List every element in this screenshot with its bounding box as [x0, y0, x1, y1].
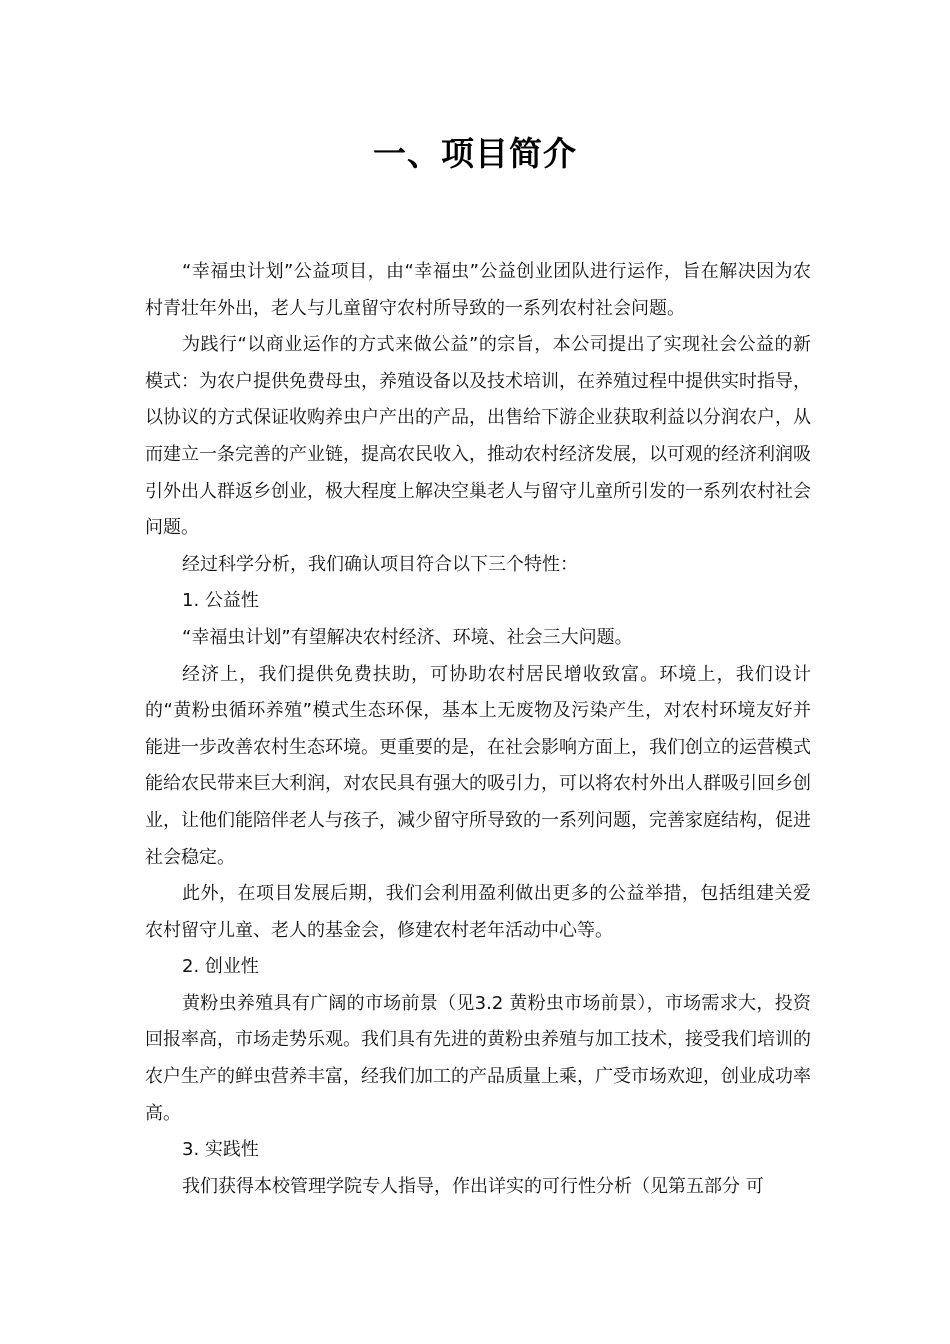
paragraph-features-intro: 经过科学分析，我们确认项目符合以下三个特性： — [182, 553, 578, 575]
document-body — [145, 254, 811, 1205]
feature-heading-public-welfare: 1. 公益性 — [182, 590, 259, 612]
feature-heading-practicality: 3. 实践性 — [182, 1139, 259, 1161]
page-title: 一、项目简介 — [373, 134, 577, 173]
paragraph-entrepreneurship-detail: 黄粉虫养殖具有广阔的市场前景（见3.2 黄粉虫市场前景），市场需求大，投资回报率高，市场走势乐观。我们具有先进的黄粉虫养殖与加工技术，接受我们培训的农户生产的鲜虫营养丰富，经我们加工的产品质量上乘，广受市场欢迎，创业成功率高。 — [145, 992, 811, 1124]
paragraph-public-welfare-future: 此外，在项目发展后期，我们会利用盈利做出更多的公益举措，包括组建关爱农村留守儿童、老人的基金会，修建农村老年活动中心等。 — [145, 883, 811, 941]
paragraph-public-welfare-detail: 经济上，我们提供免费扶助，可协助农村居民增收致富。环境上，我们设计的“黄粉虫循环养殖”模式生态环保，基本上无废物及污染产生，对农村环境友好并能进一步改善农村生态环境。更重要的是，在社会影响方面上，我们创立的运营模式能给农民带来巨大利润，对农民具有强大的吸引力，可以将农村外出人群吸引回乡创业，让他们能陪伴老人与孩子，减少留守所导致的一系列问题，完善家庭结构，促进社会稳定。 — [145, 663, 811, 868]
paragraph-practicality-detail: 我们获得本校管理学院专人指导，作出详实的可行性分析（见第五部分 可 — [182, 1175, 764, 1197]
paragraph-public-welfare-summary: “幸福虫计划”有望解决农村经济、环境、社会三大问题。 — [182, 626, 633, 648]
paragraph-intro: “幸福虫计划”公益项目，由“幸福虫”公益创业团队进行运作，旨在解决因为农村青壮年外出，老人与儿童留守农村所导致的一系列农村社会问题。 — [145, 261, 811, 319]
feature-heading-entrepreneurship: 2. 创业性 — [182, 956, 259, 978]
paragraph-model: 为践行“以商业运作的方式来做公益”的宗旨，本公司提出了实现社会公益的新模式：为农户提供免费母虫，养殖设备以及技术培训，在养殖过程中提供实时指导，以协议的方式保证收购养虫户产出的产品，出售给下游企业获取利益以分润农户，从而建立一条完善的产业链，提高农民收入，推动农村经济发展，以可观的经济利润吸引外出人群返乡创业，极大程度上解决空巢老人与留守儿童所引发的一系列农村社会问题。 — [145, 334, 811, 539]
